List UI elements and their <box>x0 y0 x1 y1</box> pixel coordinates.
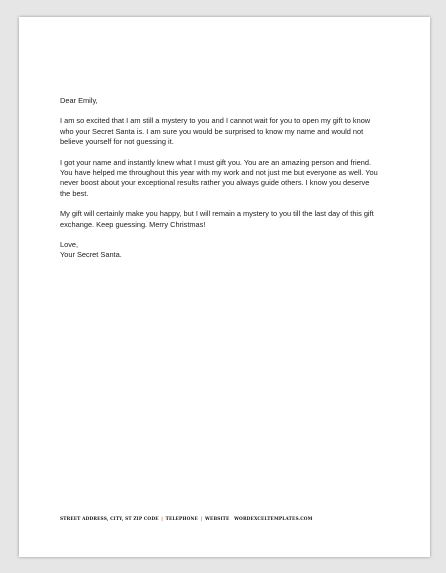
closing-block <box>60 240 380 261</box>
footer-separator: | <box>161 517 163 522</box>
signature: Your Secret Santa. <box>60 250 122 260</box>
footer-address: STREET ADDRESS, CITY, ST ZIP CODE <box>60 517 159 522</box>
footer <box>60 517 400 522</box>
paragraph-3: My gift will certainly make you happy, but I will remain a mystery to you till the last day of this gift exchange. Keep guessing. Merry Christmas! <box>60 209 374 229</box>
letter-body <box>60 96 380 261</box>
closing: Love, <box>60 240 79 250</box>
footer-telephone: TELEPHONE <box>165 517 199 522</box>
footer-website: WORDEXCELTEMPLATES.COM <box>234 517 313 522</box>
paragraph-1: I am so excited that I am still a mystery to you and I cannot wait for you to open my gift to know who your Secret Santa is. I am sure you would be surprised to know my name and would not believe yourself for not guessing it. <box>60 116 371 147</box>
document-page <box>19 17 430 557</box>
footer-website-label: WEBSITE <box>205 517 230 522</box>
paragraph-2: I got your name and instantly knew what I must gift you. You are an amazing person and friend. You have helped me throughout this year with my work and not just me but everyone as well. You never boost about your exceptional results rather you always guide others. I know you deserve the best. <box>60 157 378 198</box>
salutation: Dear Emily, <box>60 96 98 105</box>
footer-separator: | <box>200 517 203 522</box>
